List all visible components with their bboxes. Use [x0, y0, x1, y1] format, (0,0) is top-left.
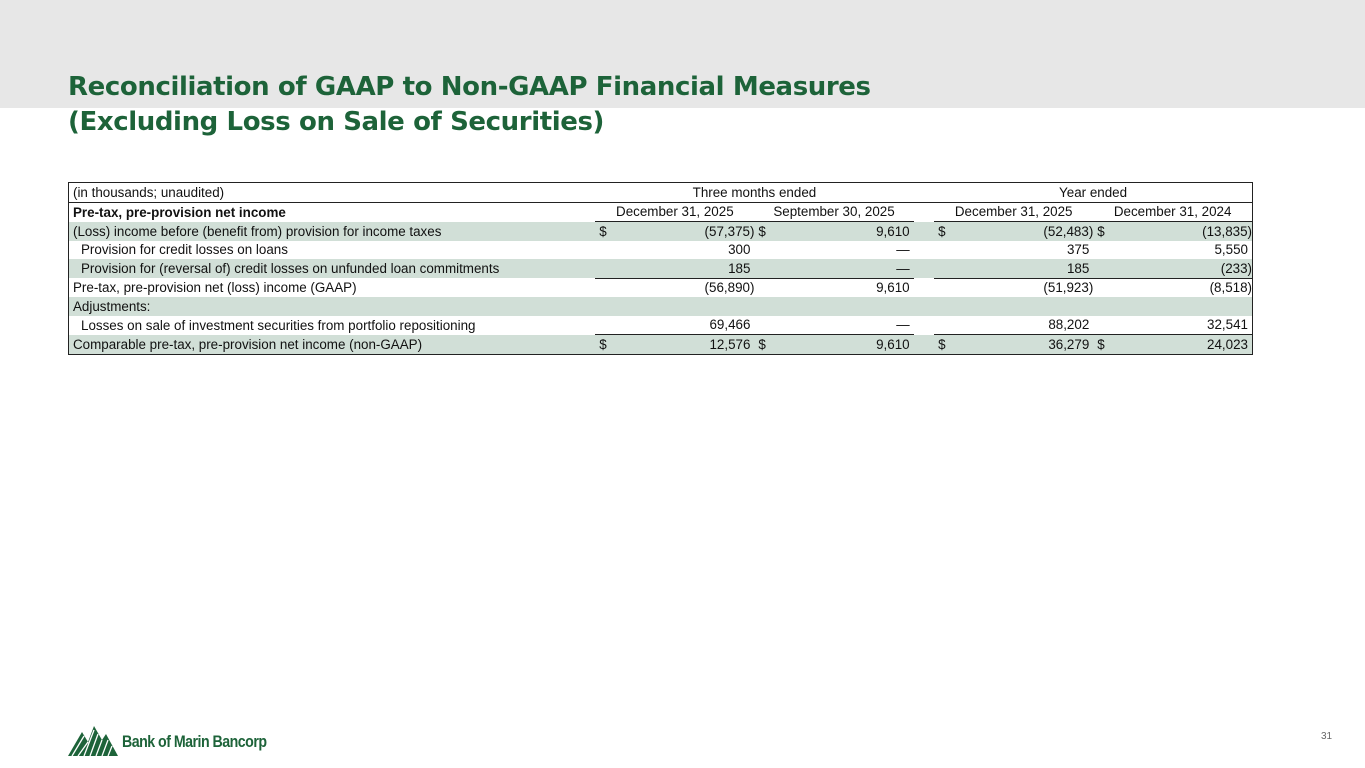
cell-value: 32,541	[1108, 316, 1253, 335]
table-row	[69, 278, 1253, 297]
currency-symbol: $	[1093, 222, 1107, 241]
cell-value: —	[896, 242, 910, 258]
section-label: Pre-tax, pre-provision net income	[73, 204, 286, 220]
row-label: Provision for credit losses on loans	[81, 242, 288, 258]
cell-value: (52,483)	[949, 222, 1094, 241]
cell-value: —	[769, 259, 914, 278]
cell-value: —	[769, 316, 914, 335]
currency-symbol: $	[1093, 335, 1107, 355]
cell-value: (56,890)	[704, 280, 755, 296]
slide-title	[68, 70, 871, 140]
table-row	[69, 316, 1253, 335]
table-row	[69, 222, 1253, 241]
title-line-1: Reconciliation of GAAP to Non-GAAP Financial Measures	[68, 72, 871, 102]
cell-value: 300	[728, 242, 751, 258]
logo-text: Bank of Marin Bancorp	[122, 732, 267, 751]
table-row	[69, 259, 1253, 278]
table-row	[69, 241, 1253, 260]
cell-value: 88,202	[949, 316, 1094, 335]
table-group-header-row	[69, 183, 1253, 203]
cell-value: 12,576	[610, 335, 755, 355]
cell-value: 69,466	[610, 316, 755, 335]
cell-value: 9,610	[769, 222, 914, 241]
reconciliation-table	[68, 182, 1253, 355]
row-label: (Loss) income before (benefit from) provision for income taxes	[69, 222, 596, 241]
currency-symbol: $	[754, 335, 768, 355]
table-row	[69, 297, 1253, 316]
units-label: (in thousands; unaudited)	[73, 184, 225, 200]
title-line-2: (Excluding Loss on Sale of Securities)	[68, 107, 605, 137]
cell-value: 9,610	[769, 335, 914, 355]
cell-value: 9,610	[876, 280, 910, 296]
row-label: Pre-tax, pre-provision net (loss) income (GAAP)	[73, 280, 357, 295]
cell-value: 36,279	[949, 335, 1094, 355]
cell-value: (57,375)	[610, 222, 755, 241]
currency-symbol: $	[595, 222, 609, 241]
page-number: 31	[1321, 731, 1333, 742]
table-period-header-row	[69, 202, 1253, 222]
cell-value: (233)	[1108, 259, 1253, 278]
currency-symbol: $	[754, 222, 768, 241]
row-label: Comparable pre-tax, pre-provision net income (non-GAAP)	[69, 335, 596, 355]
cell-value: (51,923)	[1043, 280, 1094, 296]
group-header-year: Year ended	[1059, 184, 1128, 200]
mountain-logo-icon	[68, 718, 118, 758]
cell-value: 185	[610, 259, 755, 278]
cell-value: 5,550	[1214, 242, 1248, 258]
cell-value: 375	[1066, 242, 1090, 258]
row-label: Provision for (reversal of) credit losses on unfunded loan commitments	[69, 259, 596, 278]
cell-value: 24,023	[1108, 335, 1253, 355]
currency-symbol: $	[595, 335, 609, 355]
row-label: Losses on sale of investment securities from portfolio repositioning	[81, 317, 476, 333]
group-header-three-months: Three months ended	[692, 184, 817, 200]
cell-value: 185	[949, 259, 1094, 278]
period-header: December 31, 2025	[616, 204, 734, 220]
cell-value: (13,835)	[1108, 222, 1253, 241]
period-header: December 31, 2024	[1113, 204, 1232, 220]
period-header: September 30, 2025	[773, 204, 895, 220]
period-header: December 31, 2025	[954, 204, 1073, 220]
currency-symbol: $	[934, 335, 948, 355]
cell-value: (8,518)	[1209, 280, 1252, 296]
row-label: Adjustments:	[69, 297, 596, 316]
company-logo	[68, 718, 290, 758]
currency-symbol: $	[934, 222, 948, 241]
table-row	[69, 335, 1253, 355]
